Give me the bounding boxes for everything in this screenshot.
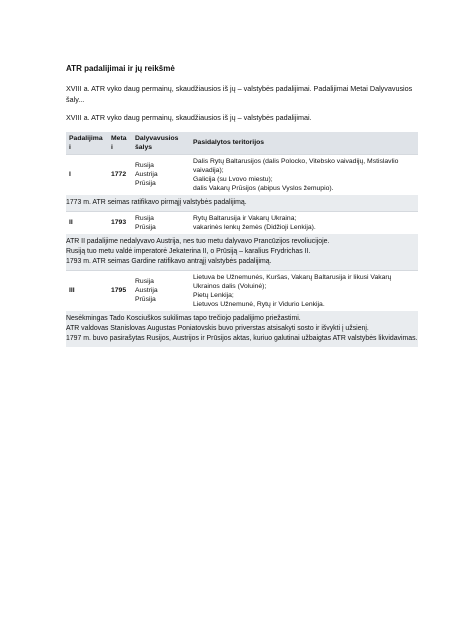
header-countries: Dalyvavusios šalys [132, 132, 190, 155]
table-row [66, 211, 418, 234]
territory: Pietų Lenkija; [193, 291, 234, 299]
header-territories: Pasidalytos teritorijos [190, 132, 418, 155]
territory: vakarinės lenkų žemės (Didžioji Lenkija). [193, 223, 316, 231]
partition-territories [190, 270, 418, 311]
country: Prūsija [135, 180, 156, 187]
note-line: ATR II padalijime nedalyvavo Austrija, nes tuo metu dalyvavo Prancūzijos revoliucijoje. [66, 237, 330, 245]
table-note-row [66, 234, 418, 271]
country: Rusija [135, 214, 154, 222]
partition-number: II [66, 211, 108, 234]
header-year: Meta i [108, 132, 132, 155]
country: Austrija [135, 171, 158, 178]
country: Rusija [135, 278, 154, 285]
note-line: 1793 m. ATR seimas Gardine ratifikavo antrąjį valstybės padalijimą. [66, 257, 272, 265]
note-text [66, 234, 418, 271]
note-line: Rusiją tuo metu valdė imperatorė Jekaterina II, o Prūsiją – karalius Frydrichas II. [66, 247, 311, 255]
partition-countries [132, 270, 190, 311]
note-text [66, 311, 418, 347]
partition-year: 1795 [108, 270, 132, 311]
table-row [66, 270, 418, 311]
partition-year: 1793 [108, 211, 132, 234]
territory: Lietuva be Užnemunės, Kuršas, Vakarų Baltarusija ir likusi Vakarų Ukrainos dalis (Voluinė); [193, 273, 392, 290]
partitions-table [66, 132, 418, 347]
header-partition: Padalijima i [66, 132, 108, 155]
document-title: ATR padalijimai ir jų reikšmė [66, 64, 175, 73]
partition-countries [132, 154, 190, 195]
country: Prūsija [135, 296, 156, 303]
note-line: 1773 m. ATR seimas ratifikavo pirmąjį valstybės padalijimą. [66, 198, 247, 206]
partition-countries [132, 211, 190, 234]
table-note-row [66, 195, 418, 212]
partition-territories [190, 211, 418, 234]
table-note-row [66, 311, 418, 347]
partition-territories [190, 154, 418, 195]
table-row [66, 154, 418, 195]
intro-paragraph-2: XVIII a. ATR vyko daug permainų, skaudžiausios iš jų – valstybės padalijimai. [66, 113, 312, 122]
territory: Galicija (su Lvovo miestu); [193, 175, 273, 183]
territory: Rytų Baltarusija ir Vakarų Ukraina; [193, 214, 297, 222]
partition-number: III [66, 270, 108, 311]
country: Austrija [135, 287, 158, 294]
territory: Dalis Rytų Baltarusijos (dalis Polocko, Vitebsko vaivadijų, Mstislavlio vaivadija); [193, 157, 399, 174]
note-line: ATR valdovas Stanislovas Augustas Poniatovskis buvo priverstas atsisakyti sosto ir išvykti į užsienį. [66, 324, 369, 332]
note-line: 1797 m. buvo pasirašytas Rusijos, Austrijos ir Prūsijos aktas, kuriuo galutinai užbaigtas ATR valstybės likvidavimas. [66, 334, 418, 342]
territory: Lietuvos Užnemunė, Rytų ir Vidurio Lenkija. [193, 300, 325, 308]
document-content [66, 64, 418, 347]
note-line: Nesėkmingas Tado Kosciuškos sukilimas tapo trečiojo padalijimo priežastimi. [66, 314, 301, 322]
note-text [66, 195, 418, 212]
partition-number: I [66, 154, 108, 195]
country: Rusija [135, 162, 154, 169]
country: Prūsija [135, 223, 156, 231]
table-header-row [66, 132, 418, 155]
partition-year: 1772 [108, 154, 132, 195]
territory: dalis Vakarų Prūsijos (abipus Vyslos žemupio). [193, 184, 334, 192]
intro-paragraph-1: XVIII a. ATR vyko daug permainų, skaudžiausios iš jų – valstybės padalijimai. Padalijimai Metai Dalyvavusios šaly... [66, 84, 413, 104]
